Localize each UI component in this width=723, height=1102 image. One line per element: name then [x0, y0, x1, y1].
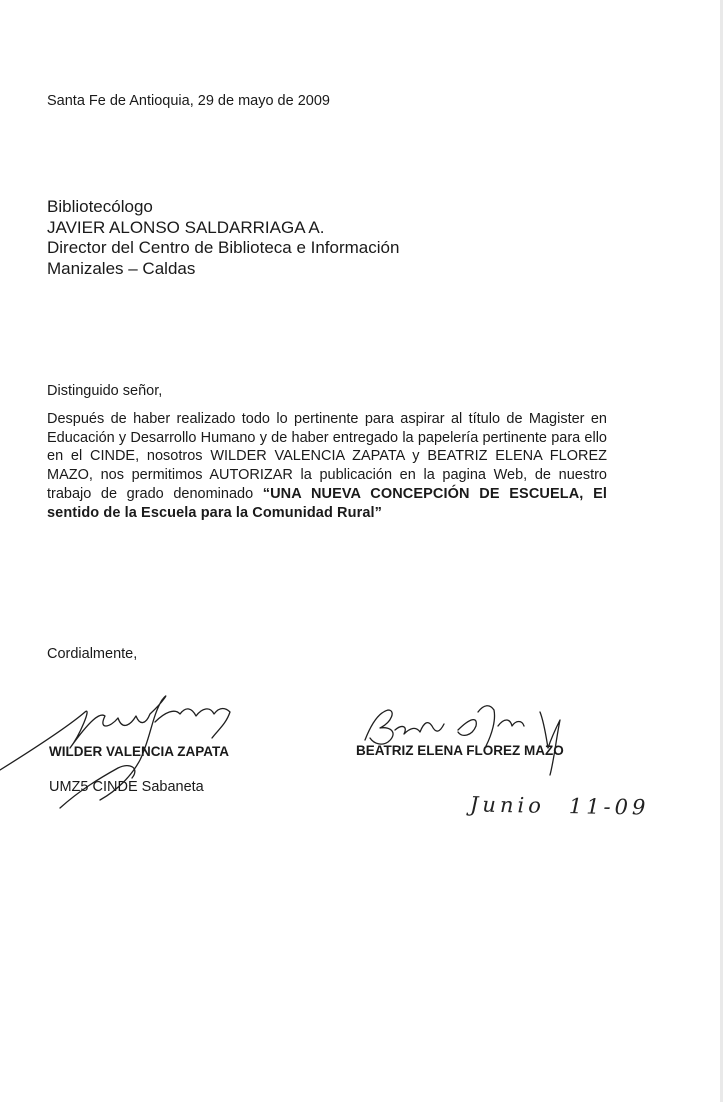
letter-body: [47, 410, 607, 522]
recipient-location: Manizales – Caldas: [47, 258, 196, 278]
salutation: Distinguido señor,: [47, 383, 163, 399]
recipient-title: Bibliotecólogo: [47, 197, 153, 216]
signer1-name: WILDER VALENCIA ZAPATA: [49, 744, 229, 759]
handwritten-day-year: 11-09: [568, 794, 650, 820]
handwritten-month: Junio: [469, 792, 546, 818]
recipient-block: [47, 197, 399, 279]
recipient-name: JAVIER ALONSO SALDARRIAGA A.: [47, 217, 325, 237]
recipient-position: Director del Centro de Biblioteca e Información: [47, 238, 400, 257]
thesis-title: “UNA NUEVA CONCEPCIÓN DE ESCUELA, El sentido de la Escuela para la Comunidad Rural”: [47, 485, 607, 521]
body-paragraph: Después de haber realizado todo lo pertinente para aspirar al título de Magister en Educación y Desarrollo Humano y de haber entregado la papelería pertinente para ello en el CINDE, nosotros WILDER VALENCIA ZAPATA y BEATRIZ ELENA FLOREZ MAZO, nos permitimos AUTORIZAR la publicación en la pagina Web, de nuestro trabajo de grado denominado: [47, 411, 607, 502]
signer1-affiliation: UMZ5 CINDE Sabaneta: [49, 779, 204, 795]
letter-date: Santa Fe de Antioquia, 29 de mayo de 2009: [47, 93, 330, 109]
handwritten-date: [470, 792, 650, 819]
signature-beatriz: [365, 706, 560, 775]
closing: Cordialmente,: [47, 646, 138, 662]
signer2-name: BEATRIZ ELENA FLOREZ MAZO: [356, 743, 564, 758]
